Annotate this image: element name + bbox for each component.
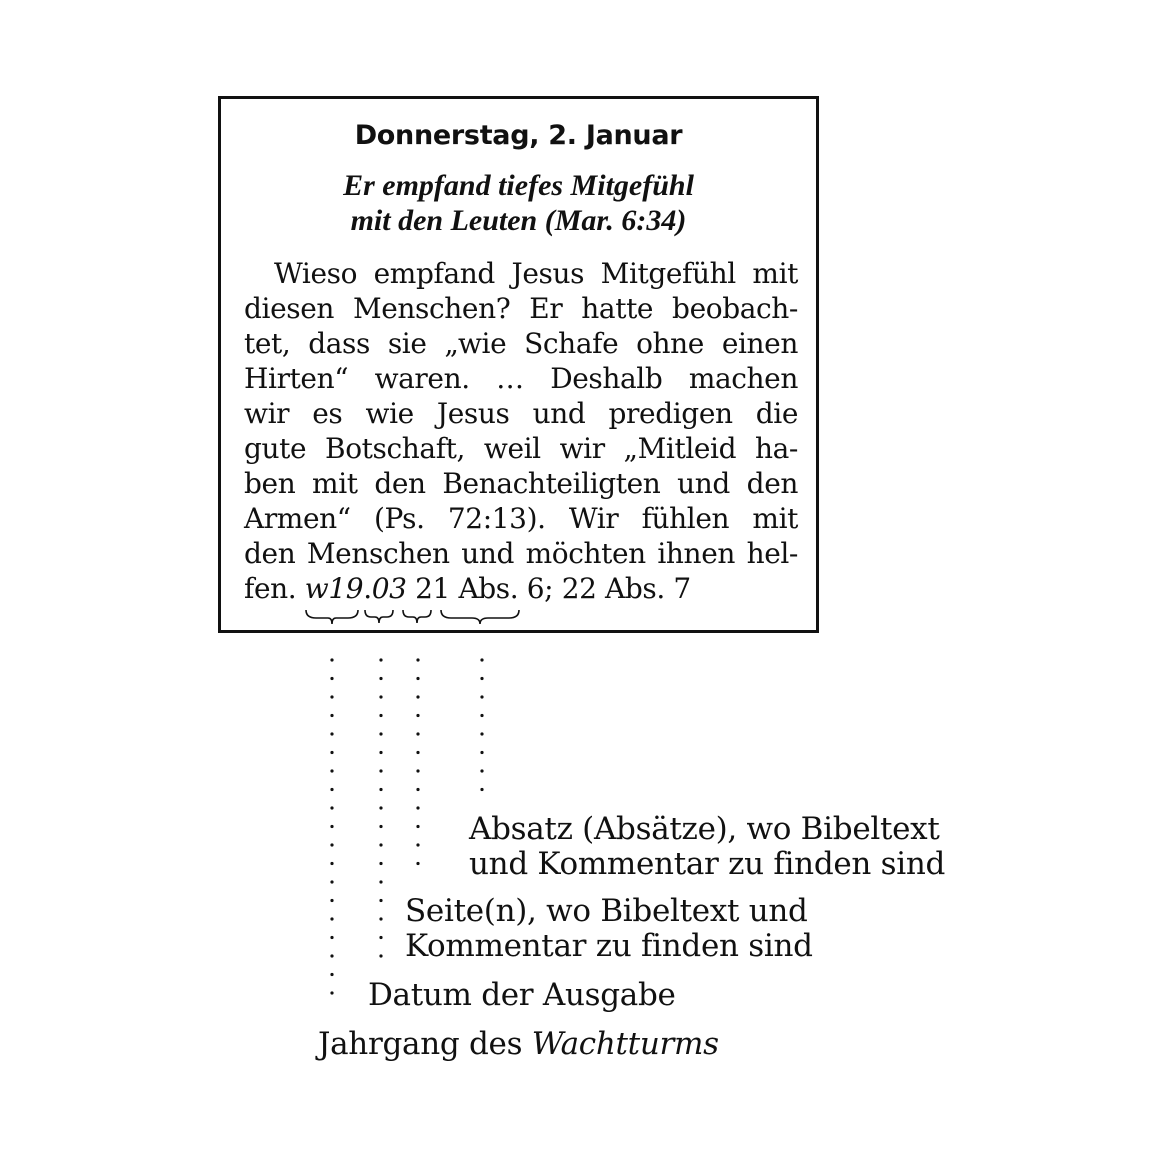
reference-rest: ; 22 Abs. 7 bbox=[544, 572, 691, 605]
reference-prefix: fen. bbox=[244, 572, 297, 605]
body-line: tet, dass sie „wie Schafe ohne einen bbox=[244, 327, 798, 360]
entry-date: Donnerstag, 2. Januar bbox=[354, 120, 683, 151]
paragraph-label-line-2: und Kommentar zu finden sind bbox=[469, 846, 946, 882]
theme-verse-line-2: mit den Leuten (Mar. 6:34) bbox=[350, 204, 687, 237]
issue-date-label: Datum der Ausgabe bbox=[368, 977, 676, 1013]
reference-year: w19 bbox=[304, 572, 364, 605]
reference-issue: 03 bbox=[371, 572, 407, 605]
body-line: gute Botschaft, weil wir „Mitleid ha- bbox=[244, 432, 798, 465]
page-label-line-2: Kommentar zu finden sind bbox=[405, 928, 813, 964]
body-line: wir es wie Jesus und predigen die bbox=[244, 397, 798, 430]
reference-line bbox=[244, 571, 798, 606]
body-line: diesen Menschen? Er hatte beobach- bbox=[244, 292, 798, 325]
year-label-magazine: Wachtturms bbox=[531, 1026, 719, 1062]
year-label bbox=[318, 1027, 719, 1062]
body-line: den Menschen und möchten ihnen hel- bbox=[244, 537, 798, 570]
page-label-line-1: Seite(n), wo Bibeltext und bbox=[405, 893, 808, 929]
body-line: Wieso empfand Jesus Mitgefühl mit bbox=[274, 257, 798, 290]
reference-dot: . bbox=[363, 572, 372, 605]
reference-paragraph: Abs. 6 bbox=[458, 572, 545, 605]
body-line: Hirten“ waren. … Deshalb machen bbox=[244, 362, 798, 395]
reference-page: 21 bbox=[415, 572, 450, 605]
body-line: ben mit den Benachteiligten und den bbox=[244, 467, 798, 500]
body-line: Armen“ (Ps. 72:13). Wir fühlen mit bbox=[244, 502, 798, 535]
paragraph-label-line-1: Absatz (Absätze), wo Bibeltext bbox=[469, 811, 940, 847]
year-label-prefix: Jahrgang des bbox=[318, 1026, 532, 1062]
theme-verse-line-1: Er empfand tiefes Mitgefühl bbox=[343, 169, 694, 202]
